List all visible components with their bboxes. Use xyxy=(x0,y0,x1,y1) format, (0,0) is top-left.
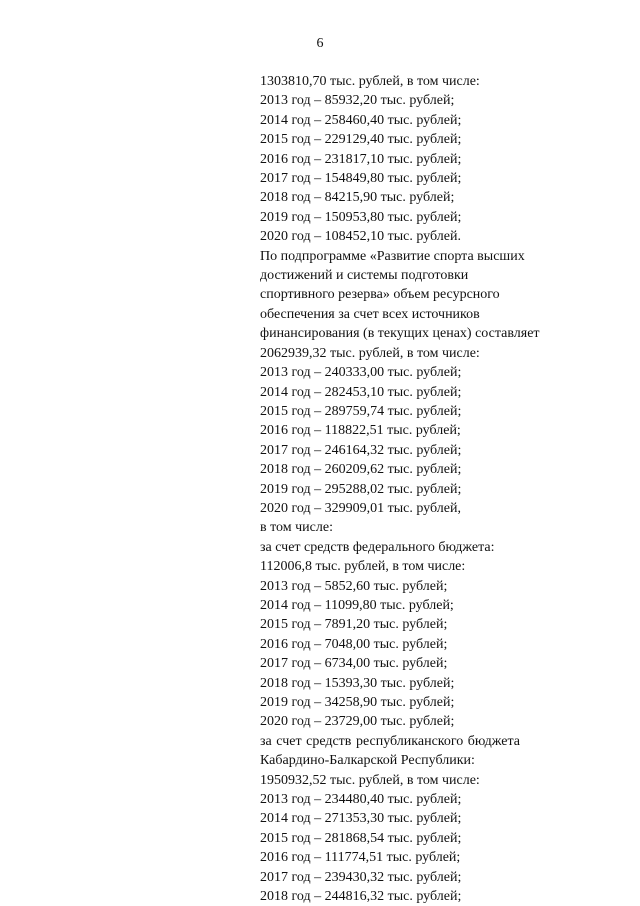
text-line: 112006,8 тыс. рублей, в том числе: xyxy=(260,559,466,575)
text-line: 2016 год – 118822,51 тыс. рублей; xyxy=(260,423,461,439)
text-line: Кабардино-Балкарской Республики: xyxy=(260,753,475,769)
text-line: 2019 год – 295288,02 тыс. рублей; xyxy=(260,481,462,497)
text-line: 2015 год – 229129,40 тыс. рублей; xyxy=(260,132,462,148)
text-line: финансирования (в текущих ценах) составляет xyxy=(260,326,540,342)
page-number: 6 xyxy=(316,36,324,51)
text-line: 2020 год – 23729,00 тыс. рублей; xyxy=(260,714,455,730)
text-line: 2016 год – 231817,10 тыс. рублей; xyxy=(260,151,462,167)
text-line: 2015 год – 7891,20 тыс. рублей; xyxy=(260,617,448,633)
text-line: 2013 год – 240333,00 тыс. рублей; xyxy=(260,365,462,381)
text-line: 1950932,52 тыс. рублей, в том числе: xyxy=(260,772,480,788)
text-line: 1303810,70 тыс. рублей, в том числе: xyxy=(260,74,480,89)
text-line: По подпрограмме «Развитие спорта высших xyxy=(260,248,525,264)
text-line: 2020 год – 329909,01 тыс. рублей, xyxy=(260,500,461,516)
text-line: достижений и системы подготовки xyxy=(260,268,469,284)
text-line: 2019 год – 34258,90 тыс. рублей; xyxy=(260,695,455,710)
text-line: 2017 год – 6734,00 тыс. рублей; xyxy=(260,656,448,672)
text-line: 2016 год – 7048,00 тыс. рублей; xyxy=(260,636,448,652)
text-line: спортивного резерва» объем ресурсного xyxy=(260,287,500,303)
text-line: 2014 год – 282453,10 тыс. рублей; xyxy=(260,384,462,400)
text-line: обеспечения за счет всех источников xyxy=(260,306,480,322)
text-line: 2013 год – 234480,40 тыс. рублей; xyxy=(260,792,462,808)
document-body xyxy=(260,72,540,906)
text-line: 2015 год – 281868,54 тыс. рублей; xyxy=(260,830,462,846)
text-line: 2062939,32 тыс. рублей, в том числе: xyxy=(260,345,480,361)
text-line: 2019 год – 150953,80 тыс. рублей; xyxy=(260,209,462,225)
text-line: 2018 год – 260209,62 тыс. рублей; xyxy=(260,462,462,478)
text-line: 2014 год – 271353,30 тыс. рублей; xyxy=(260,811,462,827)
text-line: 2017 год – 154849,80 тыс. рублей; xyxy=(260,171,462,187)
text-line: в том числе: xyxy=(260,520,333,536)
text-line: 2015 год – 289759,74 тыс. рублей; xyxy=(260,403,462,419)
text-line: 2017 год – 246164,32 тыс. рублей; xyxy=(260,442,462,458)
text-line: 2016 год – 111774,51 тыс. рублей; xyxy=(260,850,461,866)
text-line: 2014 год – 258460,40 тыс. рублей; xyxy=(260,112,462,128)
text-line: 2013 год – 5852,60 тыс. рублей; xyxy=(260,578,448,594)
text-line: 2017 год – 239430,32 тыс. рублей; xyxy=(260,869,462,885)
text-line: 2020 год – 108452,10 тыс. рублей. xyxy=(260,229,461,245)
text-line: 2018 год – 84215,90 тыс. рублей; xyxy=(260,190,455,206)
text-line: 2018 год – 244816,32 тыс. рублей; xyxy=(260,889,462,905)
text-line: 2018 год – 15393,30 тыс. рублей; xyxy=(260,675,455,691)
text-line: за счет средств федерального бюджета: xyxy=(260,539,495,555)
text-line: за счет средств республиканского бюджета xyxy=(260,733,520,749)
text-line: 2014 год – 11099,80 тыс. рублей; xyxy=(260,597,454,613)
text-line: 2013 год – 85932,20 тыс. рублей; xyxy=(260,93,455,109)
